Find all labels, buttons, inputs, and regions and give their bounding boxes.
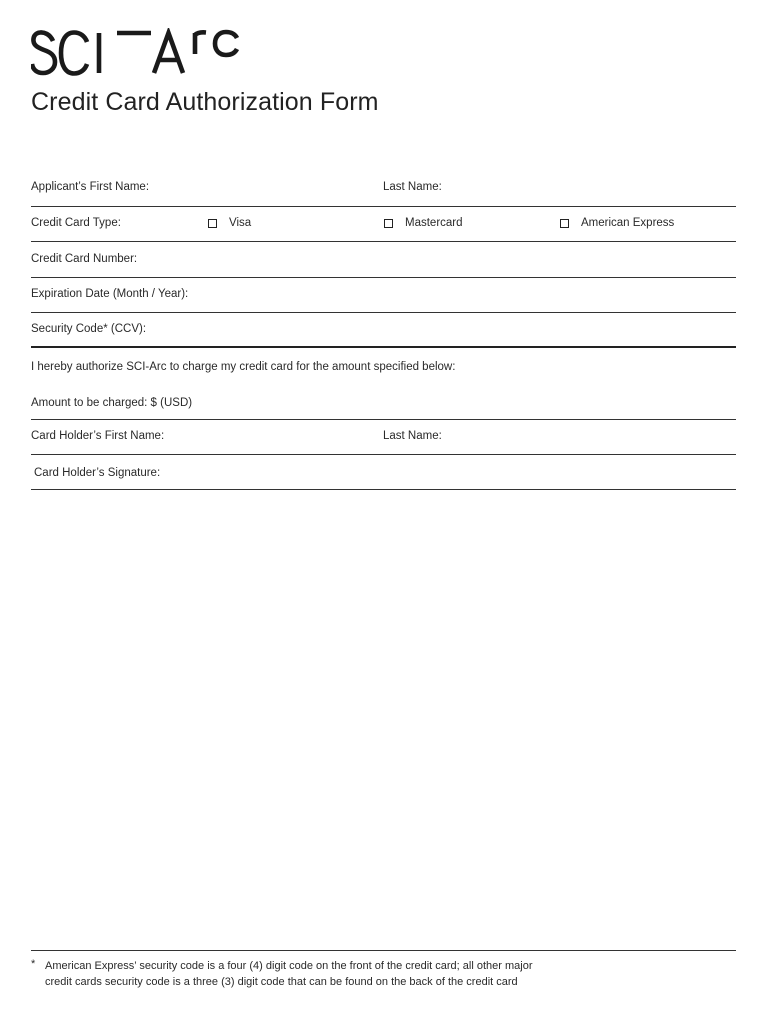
card-type-row <box>31 207 736 242</box>
amount-field[interactable]: Amount to be charged: $ (USD) <box>31 397 193 409</box>
card-number-row <box>31 242 736 278</box>
holder-first-name-field[interactable]: Card Holder’s First Name: <box>31 430 165 442</box>
authorization-statement: I hereby authorize SCI-Arc to charge my credit card for the amount specified below: <box>31 361 456 373</box>
sci-arc-logo <box>31 28 241 80</box>
card-type-label: Credit Card Type: <box>31 217 121 229</box>
form-title: Credit Card Authorization Form <box>31 88 379 116</box>
security-code-field[interactable]: Security Code* (CCV): <box>31 323 147 335</box>
american-express-checkbox[interactable] <box>560 217 674 229</box>
visa-checkbox[interactable] <box>208 217 251 229</box>
mastercard-label: Mastercard <box>405 217 463 229</box>
applicant-first-name-field[interactable]: Applicant’s First Name: <box>31 181 150 193</box>
checkbox-square-icon <box>208 219 217 228</box>
checkbox-square-icon <box>560 219 569 228</box>
footnote-line-1: American Express’ security code is a four (4) digit code on the front of the credit card; all other major <box>45 960 533 972</box>
expiration-date-row <box>31 278 736 313</box>
card-number-field[interactable]: Credit Card Number: <box>31 253 138 265</box>
holder-signature-field[interactable]: Card Holder’s Signature: <box>34 467 161 479</box>
security-code-row <box>31 313 736 348</box>
footnote-marker: * <box>31 958 36 970</box>
checkbox-square-icon <box>384 219 393 228</box>
amount-row <box>31 384 736 420</box>
footnote <box>45 958 605 990</box>
footnote-line-2: credit cards security code is a three (3) digit code that can be found on the back of the credit card <box>45 976 518 988</box>
applicant-name-row <box>31 172 736 207</box>
expiration-date-field[interactable]: Expiration Date (Month / Year): <box>31 288 189 300</box>
mastercard-checkbox[interactable] <box>384 217 463 229</box>
sci-arc-logo-mark <box>31 28 241 80</box>
signature-row <box>31 455 736 490</box>
applicant-last-name-field[interactable]: Last Name: <box>383 181 442 193</box>
holder-last-name-field[interactable]: Last Name: <box>383 430 442 442</box>
footnote-divider <box>31 950 736 951</box>
authorization-statement-row <box>31 348 736 384</box>
card-holder-name-row <box>31 420 736 455</box>
american-express-label: American Express <box>581 217 675 229</box>
visa-label: Visa <box>229 217 252 229</box>
